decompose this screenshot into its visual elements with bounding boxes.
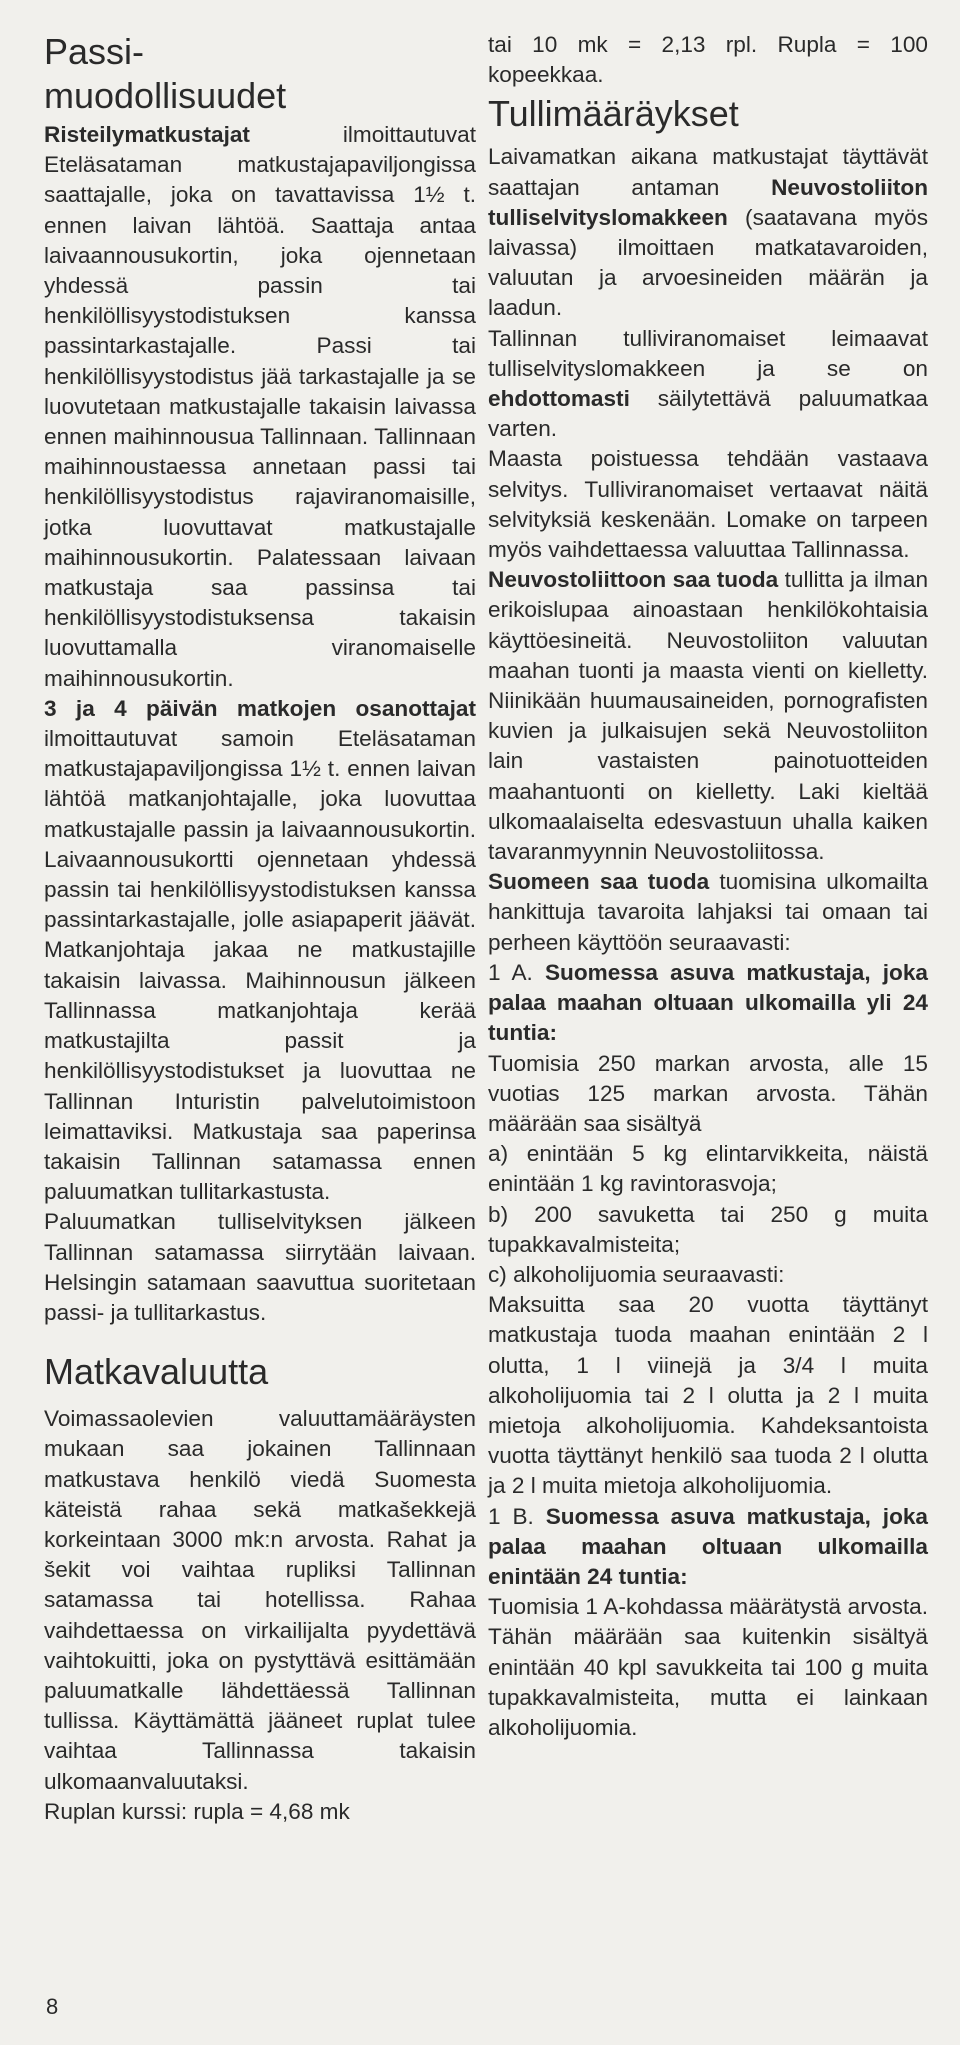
text-osanottajat: ilmoittautuvat samoin Eteläsataman matkustajapaviljongissa 1½ t. ennen laivan lähtöä matkanjohtajalle, joka luovuttaa matkustajalle passin ja laivaannousukortin. Laivaannousukortti ojennetaan yhdessä passin tai henkilöllisyystodistuksen kanssa passintarkastajalle, jolle asiapaperit jäävät. Matkanjohtaja jakaa ne matkustajille takaisin laivassa. Maihinnousun jälkeen Tallinnassa matkanjohtaja kerää matkustajilta passit ja henkilöllisyystodistukset ja luovuttaa ne Tallinnan Inturistin palvelutoimistoon leimattaviksi. Matkustaja saa paperinsa takaisin Tallinnan satamassa ennen paluumatkan tullitarkastusta. [44,726,476,1205]
paragraph-1a-heading [488,958,928,1049]
paragraph-rupla-continued: tai 10 mk = 2,13 rpl. Rupla = 100 kopeekkaa. [488,32,928,88]
text-tulliviranomaiset-b: säilytettävä paluumatkaa varten. [488,386,928,442]
lead-osanottajat: 3 ja 4 päivän matkojen osanottajat [44,695,476,721]
paragraph-paluumatkan: Paluumatkan tulliselvityksen jälkeen Tallinnan satamassa siirrytään laivaan. Helsingin satamaan saavuttua suoritetaan passi- ja tullitarkastus. [44,1209,476,1325]
heading-passimuodollisuudet [44,30,476,118]
right-column [488,30,928,1743]
prefix-1a: 1 A. [488,959,545,985]
bold-ehdottomasti: ehdottomasti [488,386,630,412]
bold-tulliselvityslomake: Neuvostoliiton tulliselvityslomakkeen [488,174,928,230]
text-suomeen-saa-tuoda: tuomisina ulkomailta hankittuja tavaroita lahjaksi tai omaan tai perheen käyttöön seuraavasti: [488,869,928,955]
paragraph-maasta-poistuessa: Maasta poistuessa tehdään vastaava selvitys. Tulliviranomaiset vertaavat näitä selvityksiä keskenään. Lomake on tarpeen myös vaihdettaessa valuuttaa Tallinnassa. [488,446,928,563]
paragraph-1b-tuomisia: Tuomisia 1 A-kohdassa määrätystä arvosta. Tähän määrään saa kuitenkin sisältyä enintään 40 kpl savukkeita tai 100 g muita tupakkavalmisteita, mutta ei lainkaan alkoholijuomia. [488,1594,928,1740]
paragraph-osanottajat [44,694,476,1207]
prefix-1b: 1 B. [488,1503,546,1529]
list-item-a: a) enintään 5 kg elintarvikkeita, näistä enintään 1 kg ravintorasvoja; [488,1141,928,1197]
paragraph-maksuitta: Maksuitta saa 20 vuotta täyttänyt matkustaja tuoda maahan enintään 2 l olutta, 1 l viinejä ja 3/4 l muita alkoholijuomia tai 2 l olutta ja 2 l muita mietoja alkoholijuomia. Kahdeksantoista vuotta täyttänyt henkilö saa tuoda 2 l olutta ja 2 l muita mietoja alkoholijuomia. [488,1292,928,1499]
bold-suomeen-saa-tuoda: Suomeen saa tuoda [488,869,710,895]
text-neuvostoliittoon: tullitta ja ilman erikoislupaa ainoastaan henkilökohtaisia käyttöesineitä. Neuvostoliiton valuutan maahan tuonti ja maasta vienti on kielletty. Niinikään huumausaineiden, pornografisten kuvien ja julkaisujen sekä Neuvostoliiton lain vastaisten painotuotteiden maahantuonti on kielletty. Laki kieltää ulkomaalaiselta edesvastuun uhalla kaiken tavaranmyynnin Neuvostoliitossa. [488,567,929,865]
paragraph-neuvostoliittoon [488,565,928,867]
paragraph-1b-heading [488,1502,928,1593]
list-item-c: c) alkoholijuomia seuraavasti: [488,1261,785,1287]
text-tulliviranomaiset-a: Tallinnan tulliviranomaiset leimaavat tulliselvityslomakkeen ja se on [488,325,928,381]
paragraph-1a-tuomisia: Tuomisia 250 markan arvosta, alle 15 vuotias 125 markan arvosta. Tähän määrään saa sisältyä [488,1050,928,1136]
paragraph-tulliviranomaiset [488,324,928,445]
text-risteilymatkustajat: ilmoittautuvat Eteläsataman matkustajapaviljongissa saattajalle, joka on tavattavissa 1½ t. ennen laivan lähtöä. Saattaja antaa laivaannousukortin, joka ojennetaan yhdessä passin tai henkilöllisyystodistuksen kanssa passintarkastajalle. Passi tai henkilöllisyystodistus jää tarkastajalle ja se luovutetaan matkustajalle takaisin laivassa ennen maihinnousua Tallinnaan. Tallinnaan maihinnoustaessa annetaan passi tai henkilöllisyystodistus rajaviranomaisille, jotka luovuttavat matkustajalle maihinnousukortin. Palatessaan laivaan matkustaja saa passinsa tai henkilöllisyystodistuksensa takaisin luovuttamalla viranomaiselle maihinnousukortin. [44,122,476,691]
left-column [44,30,476,1827]
lead-risteilymatkustajat: Risteilymatkustajat [44,122,250,147]
paragraph-risteilymatkustajat [44,120,476,694]
bold-neuvostoliittoon: Neuvostoliittoon saa tuoda [488,567,779,593]
page-number: 8 [46,1994,59,2019]
bold-1a: Suomessa asuva matkustaja, joka palaa maahan oltuaan ulkomailla yli 24 tuntia: [488,959,928,1046]
bold-1b: Suomessa asuva matkustaja, joka palaa maahan oltuaan ulkomailla enintään 24 tuntia: [488,1503,928,1589]
paragraph-suomeen-saa-tuoda [488,867,928,958]
heading-passimuodollisuudet-text: Passi- muodollisuudet [44,31,287,116]
paragraph-ruplan-kurssi: Ruplan kurssi: rupla = 4,68 mk [44,1798,350,1824]
text-laivamatkan-a: Laivamatkan aikana matkustajat täyttävät saattajan antaman [488,144,928,200]
heading-matkavaluutta: Matkavaluutta [44,1351,269,1393]
heading-tullimaaraykset: Tullimääräykset [488,93,739,135]
list-item-b: b) 200 savuketta tai 250 g muita tupakkavalmisteita; [488,1201,928,1257]
paragraph-laivamatkan [488,142,928,323]
text-laivamatkan-b: (saatavana myös laivassa) ilmoittaen matkatavaroiden, valuutan ja arvoesineiden määrän ja laadun. [488,204,928,321]
paragraph-valuuttamaaraykset: Voimassaolevien valuuttamääräysten mukaan saa jokainen Tallinnaan matkustava henkilö viedä Suomesta käteistä rahaa sekä matkašekkejä korkeintaan 3000 mk:n arvosta. Rahat ja šekit voi vaihtaa rupliksi Tallinnan satamassa tai hotellissa. Rahaa vaihdettaessa on virkailijalta pyydettävä vaihtokuitti, joka on pystyttävä esittämään paluumatkalle lähdettäessä Tallinnan tullissa. Käyttämättä jääneet ruplat tulee vaihtaa Tallinnassa takaisin ulkomaanvaluutaksi. [44,1406,476,1794]
